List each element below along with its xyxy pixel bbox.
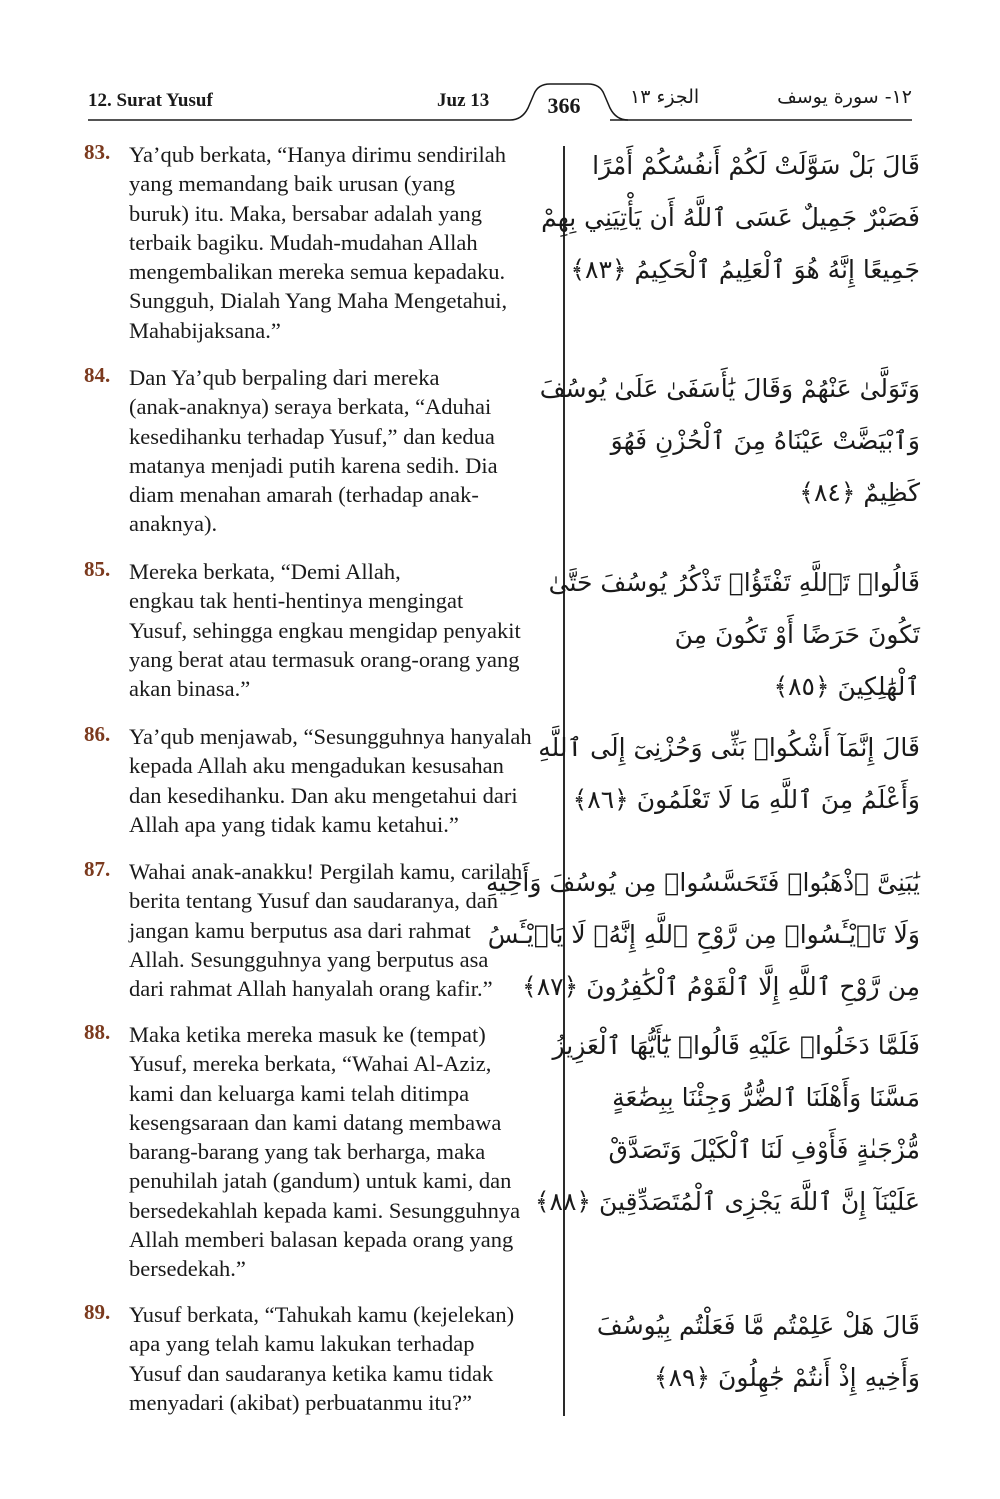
- verse-number: 88.: [84, 1020, 111, 1044]
- translation-line: dari rahmat Allah hanyalah orang kafir.”: [129, 976, 493, 1002]
- translation-line: yang memandang baik urusan (yang: [129, 171, 456, 197]
- verse-number: 89.: [84, 1300, 111, 1324]
- arabic-line: وَأَعْلَمُ مِنَ ٱللَّهِ مَا لَا تَعْلَمُونَ ﴿٨٦﴾: [572, 785, 920, 814]
- arabic-line: قَالَ هَلْ عَلِمْتُم مَّا فَعَلْتُم بِيُوسُفَ: [596, 1311, 920, 1340]
- translation-line: kami dan keluarga kami telah ditimpa: [129, 1080, 470, 1106]
- arabic-line: جَمِيعًا إِنَّهُ هُوَ ٱلْعَلِيمُ ٱلْحَكِيمُ ﴿٨٣﴾: [570, 255, 920, 284]
- translation-line: matanya menjadi putih karena sedih. Dia: [129, 452, 498, 478]
- page-header: [0, 0, 1000, 130]
- arabic-line: وَلَا تَا۟يْـَٔسُوا۟ مِن رَّوْحِ ٱللَّهِ إِنَّهُۥ لَا يَا۟يْـَٔسُ: [487, 920, 920, 949]
- translation-line: jangan kamu berputus asa dari rahmat: [129, 917, 471, 943]
- arabic-line: فَصَبْرٌ جَمِيلٌ عَسَى ٱللَّهُ أَن يَأْتِيَنِي بِهِمْ: [541, 203, 920, 232]
- arabic-line: مِن رَّوْحِ ٱللَّهِ إِلَّا ٱلْقَوْمُ ٱلْكَٰفِرُونَ ﴿٨٧﴾: [522, 972, 920, 1001]
- page-number: 366: [547, 93, 581, 118]
- translation-line: Yusuf dan saudaranya ketika kamu tidak: [129, 1360, 494, 1386]
- translation-line: Mereka berkata, “Demi Allah,: [129, 559, 401, 584]
- translation-line: Allah apa yang tidak kamu ketahui.”: [129, 811, 459, 837]
- translation-line: Wahai anak-anakku! Pergilah kamu, carilah: [129, 859, 523, 884]
- translation-line: anaknya).: [129, 511, 218, 537]
- translation-line: berita tentang Yusuf dan saudaranya, dan: [129, 888, 499, 914]
- arabic-line: مُّزْجَىٰةٍ فَأَوْفِ لَنَا ٱلْكَيْلَ وَتَصَدَّقْ: [608, 1135, 920, 1164]
- arabic-line: عَلَيْنَآ إِنَّ ٱللَّهَ يَجْزِى ٱلْمُتَصَدِّقِينَ ﴿٨٨﴾: [534, 1187, 920, 1216]
- verse-arabic: [585, 1300, 920, 1404]
- translation-line: Allah memberi balasan kepada orang yang: [129, 1227, 514, 1253]
- translation-line: menyadari (akibat) perbuatanmu itu?”: [129, 1389, 472, 1415]
- verse-translation: [129, 363, 557, 539]
- translation-line: Ya’qub menjawab, “Sesungguhnya hanyalah: [129, 724, 532, 749]
- translation-line: kesengsaraan dan kami datang membawa: [129, 1109, 502, 1135]
- translation-line: dan kesedihanku. Dan aku mengetahui dari: [129, 782, 518, 808]
- translation-line: barang-barang yang tak berharga, maka: [129, 1139, 486, 1165]
- arabic-line: كَظِيمٌ ﴿٨٤﴾: [799, 478, 920, 507]
- translation-line: Sungguh, Dialah Yang Maha Mengetahui,: [129, 288, 508, 314]
- verse-arabic: [541, 140, 920, 296]
- verse-translation: [129, 140, 557, 345]
- translation-line: (anak-anaknya) seraya berkata, “Aduhai: [129, 394, 492, 420]
- verse-translation: [129, 1020, 557, 1284]
- translation-line: Allah. Sesungguhnya yang berputus asa: [129, 946, 489, 972]
- translation-line: buruk) itu. Maka, bersabar adalah yang: [129, 200, 482, 226]
- translation-line: Mahabijaksana.”: [129, 317, 281, 343]
- translation-line: apa yang telah kamu lakukan terhadap: [129, 1331, 475, 1357]
- verse-number: 87.: [84, 857, 111, 881]
- translation-line: Dan Ya’qub berpaling dari mereka: [129, 365, 440, 390]
- arabic-line: ٱلْهَٰلِكِينَ ﴿٨٥﴾: [773, 672, 920, 701]
- arabic-line: وَٱبْيَضَّتْ عَيْنَاهُ مِنَ ٱلْحُزْنِ فَهُوَ: [610, 426, 920, 455]
- translation-line: akan binasa.”: [129, 676, 251, 702]
- translation-line: kesedihanku terhadap Yusuf,” dan kedua: [129, 423, 495, 449]
- arabic-line: تَكُونَ حَرَضًا أَوْ تَكُونَ مِنَ: [674, 620, 920, 649]
- arabic-line: فَلَمَّا دَخَلُوا۟ عَلَيْهِ قَالُوا۟ يَٰٓأَيُّهَا ٱلْعَزِيزُ: [552, 1031, 920, 1060]
- arabic-line: وَتَوَلَّىٰ عَنْهُمْ وَقَالَ يَٰأَسَفَىٰ عَلَىٰ يُوسُفَ: [539, 374, 920, 403]
- translation-line: diam menahan amarah (terhadap anak-: [129, 482, 479, 508]
- verse-arabic: [538, 722, 920, 826]
- translation-line: yang berat atau termasuk orang-orang yang: [129, 646, 520, 672]
- verse-arabic: [539, 363, 920, 519]
- translation-line: Yusuf, mereka berkata, “Wahai Al-Aziz,: [129, 1051, 492, 1077]
- arabic-line: قَالَ بَلْ سَوَّلَتْ لَكُمْ أَنفُسُكُمْ أَمْرًا: [592, 151, 920, 180]
- translation-line: engkau tak henti-hentinya mengingat: [129, 588, 464, 614]
- verse-translation: [129, 1300, 557, 1417]
- arabic-line: وَأَخِيهِ إِذْ أَنتُمْ جَٰهِلُونَ ﴿٨٩﴾: [653, 1363, 920, 1392]
- translation-line: kepada Allah aku mengadukan kesusahan: [129, 753, 504, 779]
- translation-line: bersedekah.”: [129, 1256, 246, 1282]
- surah-title-latin: 12. Surat Yusuf: [88, 90, 213, 111]
- translation-line: terbaik bagiku. Mudah-mudahan Allah: [129, 229, 478, 255]
- verse-arabic: [486, 857, 920, 1013]
- verse-translation: [129, 722, 557, 839]
- verse-number: 83.: [84, 140, 111, 164]
- verse-arabic: [534, 1020, 920, 1228]
- arabic-line: قَالُوا۟ تَٱللَّهِ تَفْتَؤُا۟ تَذْكُرُ يُوسُفَ حَتَّىٰ: [548, 568, 920, 597]
- arabic-line: مَسَّنَا وَأَهْلَنَا ٱلضُّرُّ وَجِئْنَا بِبِضَٰعَةٍ: [612, 1083, 920, 1112]
- arabic-line: قَالَ إِنَّمَآ أَشْكُوا۟ بَثِّى وَحُزْنِىٓ إِلَى ٱللَّهِ: [538, 733, 920, 762]
- translation-line: penuhilah jatah (gandum) untuk kami, dan: [129, 1168, 512, 1194]
- translation-line: bersedekahlah kepada kami. Sesungguhnya: [129, 1197, 521, 1223]
- juz-label-arabic: الجزء ١٣: [630, 86, 700, 108]
- translation-line: Ya’qub berkata, “Hanya dirimu sendirilah: [129, 142, 506, 167]
- verse-number: 86.: [84, 722, 111, 746]
- juz-label-latin: Juz 13: [437, 90, 490, 111]
- verse-translation: [129, 557, 557, 703]
- translation-line: mengembalikan mereka semua kepadaku.: [129, 259, 506, 285]
- surah-title-arabic: ١٢- سورة يوسف: [777, 86, 912, 108]
- verse-arabic: [548, 557, 920, 713]
- verse-number: 84.: [84, 363, 111, 387]
- translation-line: Yusuf berkata, “Tahukah kamu (kejelekan): [129, 1302, 515, 1327]
- translation-line: Yusuf, sehingga engkau mengidap penyakit: [129, 617, 521, 643]
- translation-line: Maka ketika mereka masuk ke (tempat): [129, 1022, 486, 1047]
- verse-number: 85.: [84, 557, 111, 581]
- arabic-line: يَٰبَنِىَّ ٱذْهَبُوا۟ فَتَحَسَّسُوا۟ مِن يُوسُفَ وَأَخِيهِ: [486, 868, 920, 897]
